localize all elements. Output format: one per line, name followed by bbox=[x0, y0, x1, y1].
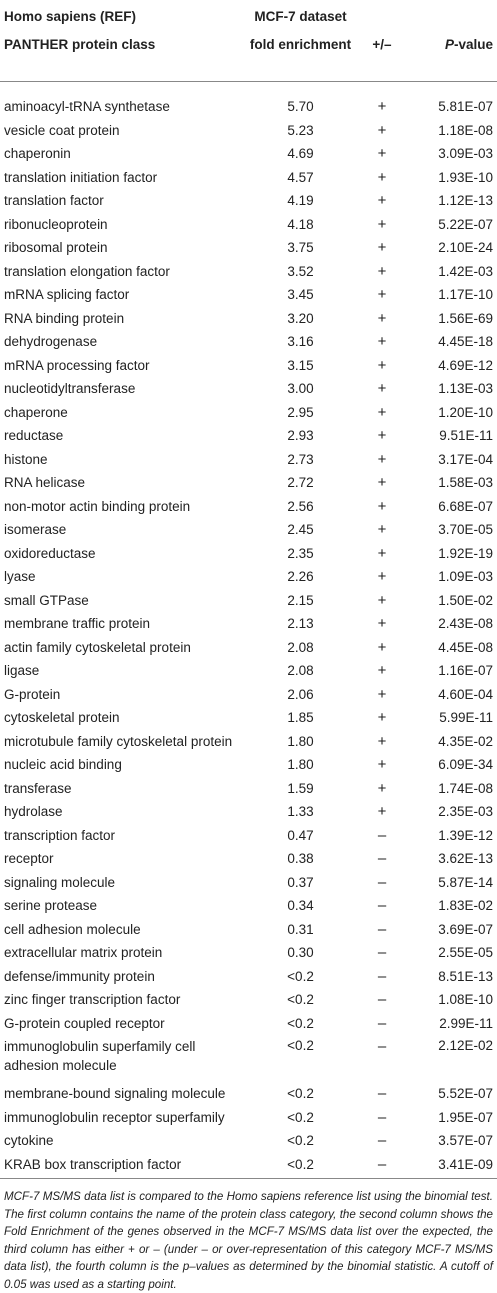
p-value-cell: 1.09E-03 bbox=[438, 569, 493, 585]
p-value-cell: 2.35E-03 bbox=[438, 804, 493, 820]
representation-sign-cell: + bbox=[377, 215, 387, 233]
header-sign: +/– bbox=[353, 37, 411, 82]
header-p-suffix: -value bbox=[453, 37, 493, 52]
table-row bbox=[0, 354, 497, 378]
representation-sign-cell: + bbox=[377, 403, 387, 421]
fold-enrichment-cell: <0.2 bbox=[287, 968, 314, 984]
fold-enrichment-cell: 1.33 bbox=[287, 804, 314, 820]
protein-class-cell: G-protein bbox=[4, 686, 61, 702]
protein-class-cell: small GTPase bbox=[4, 592, 89, 608]
protein-class-cell: translation factor bbox=[4, 193, 104, 209]
representation-sign-cell: + bbox=[377, 685, 387, 703]
p-value-cell: 3.17E-04 bbox=[438, 451, 493, 467]
p-value-cell: 4.60E-04 bbox=[438, 686, 493, 702]
fold-enrichment-cell: 1.85 bbox=[287, 710, 314, 726]
table-row bbox=[0, 730, 497, 754]
protein-class-cell: membrane-bound signaling molecule bbox=[4, 1086, 226, 1102]
fold-enrichment-cell: <0.2 bbox=[287, 1109, 314, 1125]
table-row bbox=[0, 871, 497, 895]
table-row bbox=[0, 495, 497, 519]
table-row bbox=[0, 800, 497, 824]
table-row bbox=[0, 1012, 497, 1036]
p-value-cell: 1.08E-10 bbox=[438, 992, 493, 1008]
fold-enrichment-cell: 2.26 bbox=[287, 569, 314, 585]
protein-class-cell: zinc finger transcription factor bbox=[4, 992, 181, 1008]
fold-enrichment-cell: 2.08 bbox=[287, 639, 314, 655]
fold-enrichment-cell: 1.59 bbox=[287, 780, 314, 796]
table-row bbox=[0, 542, 497, 566]
fold-enrichment-cell: <0.2 bbox=[287, 1133, 314, 1149]
protein-class-cell: defense/immunity protein bbox=[4, 968, 155, 984]
table-row bbox=[0, 1082, 497, 1106]
fold-enrichment-cell: <0.2 bbox=[287, 1015, 314, 1031]
table-row bbox=[0, 330, 497, 354]
fold-enrichment-cell: <0.2 bbox=[287, 992, 314, 1008]
table-row bbox=[0, 777, 497, 801]
p-value-cell: 6.09E-34 bbox=[438, 757, 493, 773]
protein-class-cell: reductase bbox=[4, 428, 64, 444]
protein-class-cell: oxidoreductase bbox=[4, 545, 96, 561]
protein-class-cell: ribosomal protein bbox=[4, 240, 108, 256]
protein-class-cell: nucleotidyltransferase bbox=[4, 381, 136, 397]
protein-class-cell: immunoglobulin receptor superfamily bbox=[4, 1109, 225, 1125]
protein-class-cell: mRNA processing factor bbox=[4, 357, 150, 373]
representation-sign-cell: + bbox=[377, 638, 387, 656]
representation-sign-cell: + bbox=[377, 591, 387, 609]
representation-sign-cell: + bbox=[377, 145, 387, 163]
representation-sign-cell: + bbox=[377, 262, 387, 280]
p-value-cell: 1.50E-02 bbox=[438, 592, 493, 608]
representation-sign-cell: – bbox=[377, 991, 387, 1009]
protein-class-cell: receptor bbox=[4, 851, 54, 867]
fold-enrichment-cell: 0.38 bbox=[287, 851, 314, 867]
protein-class-cell: cell adhesion molecule bbox=[4, 921, 141, 937]
fold-enrichment-cell: 2.93 bbox=[287, 428, 314, 444]
fold-enrichment-cell: 1.80 bbox=[287, 757, 314, 773]
protein-class-cell: non-motor actin binding protein bbox=[4, 498, 191, 514]
protein-class-cell: serine protease bbox=[4, 898, 98, 914]
p-value-cell: 5.81E-07 bbox=[438, 99, 493, 115]
representation-sign-cell: + bbox=[377, 239, 387, 257]
p-value-cell: 2.43E-08 bbox=[438, 616, 493, 632]
p-value-cell: 1.56E-69 bbox=[438, 310, 493, 326]
p-value-cell: 1.18E-08 bbox=[438, 122, 493, 138]
table-row bbox=[0, 166, 497, 190]
representation-sign-cell: + bbox=[377, 732, 387, 750]
protein-class-cell: aminoacyl-tRNA synthetase bbox=[4, 99, 170, 115]
fold-enrichment-cell: 4.19 bbox=[287, 193, 314, 209]
representation-sign-cell: + bbox=[377, 615, 387, 633]
table-row bbox=[0, 1129, 497, 1153]
p-value-cell: 3.62E-13 bbox=[438, 851, 493, 867]
table-row bbox=[0, 213, 497, 237]
p-value-cell: 8.51E-13 bbox=[438, 968, 493, 984]
protein-class-cell: ligase bbox=[4, 663, 40, 679]
protein-class-cell: cytoskeletal protein bbox=[4, 710, 120, 726]
p-value-cell: 1.93E-10 bbox=[438, 169, 493, 185]
fold-enrichment-cell: 3.52 bbox=[287, 263, 314, 279]
fold-enrichment-cell: 3.00 bbox=[287, 381, 314, 397]
p-value-cell: 3.70E-05 bbox=[438, 522, 493, 538]
table-row bbox=[0, 659, 497, 683]
table-row bbox=[0, 377, 497, 401]
p-value-cell: 4.35E-02 bbox=[438, 733, 493, 749]
protein-class-cell: signaling molecule bbox=[4, 874, 116, 890]
fold-enrichment-cell: 1.80 bbox=[287, 733, 314, 749]
fold-enrichment-cell: 0.30 bbox=[287, 945, 314, 961]
p-value-cell: 9.51E-11 bbox=[439, 428, 493, 444]
table-row bbox=[0, 988, 497, 1012]
table-row bbox=[0, 683, 497, 707]
p-value-cell: 5.52E-07 bbox=[438, 1086, 493, 1102]
table-row bbox=[0, 941, 497, 965]
p-value-cell: 3.09E-03 bbox=[438, 146, 493, 162]
table-row bbox=[0, 119, 497, 143]
representation-sign-cell: – bbox=[377, 1014, 387, 1032]
table-row bbox=[0, 260, 497, 284]
protein-class-cell: microtubule family cytoskeletal protein bbox=[4, 733, 233, 749]
fold-enrichment-cell: <0.2 bbox=[248, 1153, 353, 1179]
fold-enrichment-cell: 4.18 bbox=[287, 216, 314, 232]
representation-sign-cell: – bbox=[377, 1038, 387, 1055]
table-footnote: MCF-7 MS/MS data list is compared to the Homo sapiens reference list using the binomial test. The first column contains the name of the protein class category, the second column shows the Fold Enrichment of the genes observed in the MCF-7 MS/MS data list over the expected, the third column has either + or – (under – or over-representation of this category MCF-7 MS/MS data list), the fourth column is the p–values as determined by the binomial statistic. A cutoff of 0.05 was used as a starting point. bbox=[4, 1190, 493, 1291]
fold-enrichment-cell: 5.23 bbox=[287, 122, 314, 138]
header-p-value bbox=[411, 37, 497, 82]
p-value-cell: 1.74E-08 bbox=[438, 780, 493, 796]
p-value-cell: 1.16E-07 bbox=[438, 663, 493, 679]
representation-sign-cell: + bbox=[377, 333, 387, 351]
representation-sign-cell: + bbox=[377, 286, 387, 304]
representation-sign-cell: – bbox=[377, 873, 387, 891]
representation-sign-cell: + bbox=[377, 779, 387, 797]
representation-sign-cell: + bbox=[377, 709, 387, 727]
fold-enrichment-cell: 2.35 bbox=[287, 545, 314, 561]
representation-sign-cell: + bbox=[377, 521, 387, 539]
representation-sign-cell: + bbox=[377, 309, 387, 327]
fold-enrichment-cell: 2.15 bbox=[287, 592, 314, 608]
representation-sign-cell: + bbox=[377, 474, 387, 492]
fold-enrichment-cell: 3.16 bbox=[287, 334, 314, 350]
representation-sign-cell: + bbox=[377, 427, 387, 445]
representation-sign-cell: – bbox=[377, 826, 387, 844]
representation-sign-cell: – bbox=[377, 850, 387, 868]
table-row bbox=[0, 636, 497, 660]
fold-enrichment-cell: 2.73 bbox=[287, 451, 314, 467]
fold-enrichment-cell: 3.20 bbox=[287, 310, 314, 326]
p-value-cell: 4.69E-12 bbox=[438, 357, 493, 373]
representation-sign-cell: + bbox=[377, 450, 387, 468]
protein-class-cell: chaperonin bbox=[4, 146, 71, 162]
protein-class-cell: nucleic acid binding bbox=[4, 757, 122, 773]
table-row bbox=[0, 1153, 497, 1179]
header-dataset: MCF-7 dataset bbox=[254, 9, 347, 24]
representation-sign-cell: + bbox=[377, 544, 387, 562]
table-row bbox=[0, 401, 497, 425]
table-row bbox=[0, 307, 497, 331]
table-row bbox=[0, 824, 497, 848]
protein-class-cell: histone bbox=[4, 451, 48, 467]
table-row bbox=[0, 1106, 497, 1130]
p-value-cell: 1.58E-03 bbox=[438, 475, 493, 491]
representation-sign-cell: – bbox=[377, 1085, 387, 1103]
fold-enrichment-cell: 2.72 bbox=[287, 475, 314, 491]
p-value-cell: 2.10E-24 bbox=[438, 240, 493, 256]
protein-class-cell: KRAB box transcription factor bbox=[0, 1153, 248, 1179]
fold-enrichment-cell: 2.08 bbox=[287, 663, 314, 679]
representation-sign-cell: – bbox=[377, 944, 387, 962]
representation-sign-cell: – bbox=[377, 897, 387, 915]
representation-sign-cell: + bbox=[377, 168, 387, 186]
protein-class-cell: lyase bbox=[4, 569, 36, 585]
protein-class-cell: G-protein coupled receptor bbox=[4, 1015, 165, 1031]
protein-class-cell: translation initiation factor bbox=[4, 169, 158, 185]
table-row bbox=[0, 518, 497, 542]
table-row bbox=[0, 706, 497, 730]
representation-sign-cell: + bbox=[377, 192, 387, 210]
fold-enrichment-cell: 5.70 bbox=[287, 99, 314, 115]
representation-sign-cell: – bbox=[353, 1153, 411, 1179]
p-value-cell: 1.39E-12 bbox=[438, 827, 493, 843]
table-row bbox=[0, 612, 497, 636]
representation-sign-cell: + bbox=[377, 803, 387, 821]
fold-enrichment-cell: 2.06 bbox=[287, 686, 314, 702]
p-value-cell: 5.22E-07 bbox=[438, 216, 493, 232]
p-value-cell: 6.68E-07 bbox=[438, 498, 493, 514]
representation-sign-cell: – bbox=[377, 1108, 387, 1126]
representation-sign-cell: + bbox=[377, 380, 387, 398]
p-value-cell: 5.99E-11 bbox=[439, 710, 493, 726]
header-reference: Homo sapiens (REF) bbox=[4, 9, 137, 24]
header-p-letter: P bbox=[444, 37, 454, 52]
p-value-cell: 1.42E-03 bbox=[438, 263, 493, 279]
protein-class-cell: chaperone bbox=[4, 404, 68, 420]
protein-class-cell: extracellular matrix protein bbox=[4, 945, 163, 961]
protein-class-cell: membrane traffic protein bbox=[4, 616, 151, 632]
protein-class-cell: mRNA splicing factor bbox=[4, 287, 130, 303]
p-value-cell: 4.45E-18 bbox=[438, 334, 493, 350]
protein-class-cell: ribonucleoprotein bbox=[4, 216, 108, 232]
representation-sign-cell: + bbox=[377, 121, 387, 139]
protein-class-cell: transferase bbox=[4, 780, 72, 796]
representation-sign-cell: – bbox=[377, 967, 387, 985]
header-fold-enrichment: fold enrichment bbox=[248, 37, 353, 82]
fold-enrichment-cell: 3.75 bbox=[287, 240, 314, 256]
protein-class-cell: RNA binding protein bbox=[4, 310, 125, 326]
protein-class-cell: RNA helicase bbox=[4, 475, 86, 491]
table-row bbox=[0, 565, 497, 589]
p-value-cell: 1.92E-19 bbox=[438, 545, 493, 561]
table-row bbox=[0, 847, 497, 871]
table-row bbox=[0, 236, 497, 260]
representation-sign-cell: + bbox=[377, 98, 387, 116]
fold-enrichment-cell: 4.69 bbox=[287, 146, 314, 162]
protein-class-cell: vesicle coat protein bbox=[4, 122, 120, 138]
p-value-cell: 1.20E-10 bbox=[438, 404, 493, 420]
fold-enrichment-cell: 3.15 bbox=[287, 357, 314, 373]
representation-sign-cell: + bbox=[377, 756, 387, 774]
protein-class-cell: hydrolase bbox=[4, 804, 63, 820]
protein-class-cell: dehydrogenase bbox=[4, 334, 98, 350]
table-row bbox=[0, 283, 497, 307]
protein-class-cell: transcription factor bbox=[4, 827, 116, 843]
protein-class-cell: cytokine bbox=[4, 1133, 54, 1149]
table-row bbox=[0, 424, 497, 448]
protein-class-cell: translation elongation factor bbox=[4, 263, 170, 279]
p-value-cell: 2.99E-11 bbox=[439, 1015, 493, 1031]
representation-sign-cell: + bbox=[377, 662, 387, 680]
table-row bbox=[0, 142, 497, 166]
representation-sign-cell: + bbox=[377, 497, 387, 515]
table-row bbox=[0, 448, 497, 472]
representation-sign-cell: + bbox=[377, 568, 387, 586]
p-value-cell: 1.95E-07 bbox=[438, 1109, 493, 1125]
table-row bbox=[0, 965, 497, 989]
fold-enrichment-cell: 0.37 bbox=[287, 874, 314, 890]
p-value-cell: 2.55E-05 bbox=[438, 945, 493, 961]
table-row bbox=[0, 589, 497, 613]
p-value-cell: 1.12E-13 bbox=[438, 193, 493, 209]
table-row bbox=[0, 894, 497, 918]
fold-enrichment-cell: <0.2 bbox=[287, 1086, 314, 1102]
table-row bbox=[0, 1035, 497, 1082]
representation-sign-cell: – bbox=[377, 920, 387, 938]
representation-sign-cell: – bbox=[377, 1132, 387, 1150]
fold-enrichment-cell: 2.56 bbox=[287, 498, 314, 514]
table-row bbox=[0, 918, 497, 942]
protein-class-cell: actin family cytoskeletal protein bbox=[4, 639, 191, 655]
p-value-cell: 2.12E-02 bbox=[438, 1038, 493, 1053]
protein-class-cell: immunoglobulin superfamily cell adhesion molecule bbox=[4, 1039, 196, 1073]
table-row bbox=[0, 189, 497, 213]
table-header bbox=[0, 0, 497, 95]
p-value-cell: 1.17E-10 bbox=[438, 287, 493, 303]
fold-enrichment-cell: 2.13 bbox=[287, 616, 314, 632]
table-row bbox=[0, 95, 497, 119]
fold-enrichment-cell: <0.2 bbox=[287, 1038, 314, 1053]
fold-enrichment-cell: 0.34 bbox=[287, 898, 314, 914]
fold-enrichment-cell: 2.95 bbox=[287, 404, 314, 420]
p-value-cell: 4.45E-08 bbox=[438, 639, 493, 655]
table-row bbox=[0, 471, 497, 495]
table-body bbox=[0, 95, 497, 1179]
fold-enrichment-cell: 3.45 bbox=[287, 287, 314, 303]
table-row bbox=[0, 753, 497, 777]
p-value-cell: 3.57E-07 bbox=[438, 1133, 493, 1149]
p-value-cell: 3.41E-09 bbox=[411, 1153, 497, 1179]
p-value-cell: 1.83E-02 bbox=[438, 898, 493, 914]
fold-enrichment-cell: 4.57 bbox=[287, 169, 314, 185]
p-value-cell: 5.87E-14 bbox=[438, 874, 493, 890]
p-value-cell: 1.13E-03 bbox=[438, 381, 493, 397]
header-protein-class: PANTHER protein class bbox=[0, 37, 248, 82]
p-value-cell: 3.69E-07 bbox=[438, 921, 493, 937]
protein-class-cell: isomerase bbox=[4, 522, 67, 538]
fold-enrichment-cell: 0.31 bbox=[287, 921, 314, 937]
fold-enrichment-cell: 2.45 bbox=[287, 522, 314, 538]
fold-enrichment-cell: 0.47 bbox=[287, 827, 314, 843]
representation-sign-cell: + bbox=[377, 356, 387, 374]
